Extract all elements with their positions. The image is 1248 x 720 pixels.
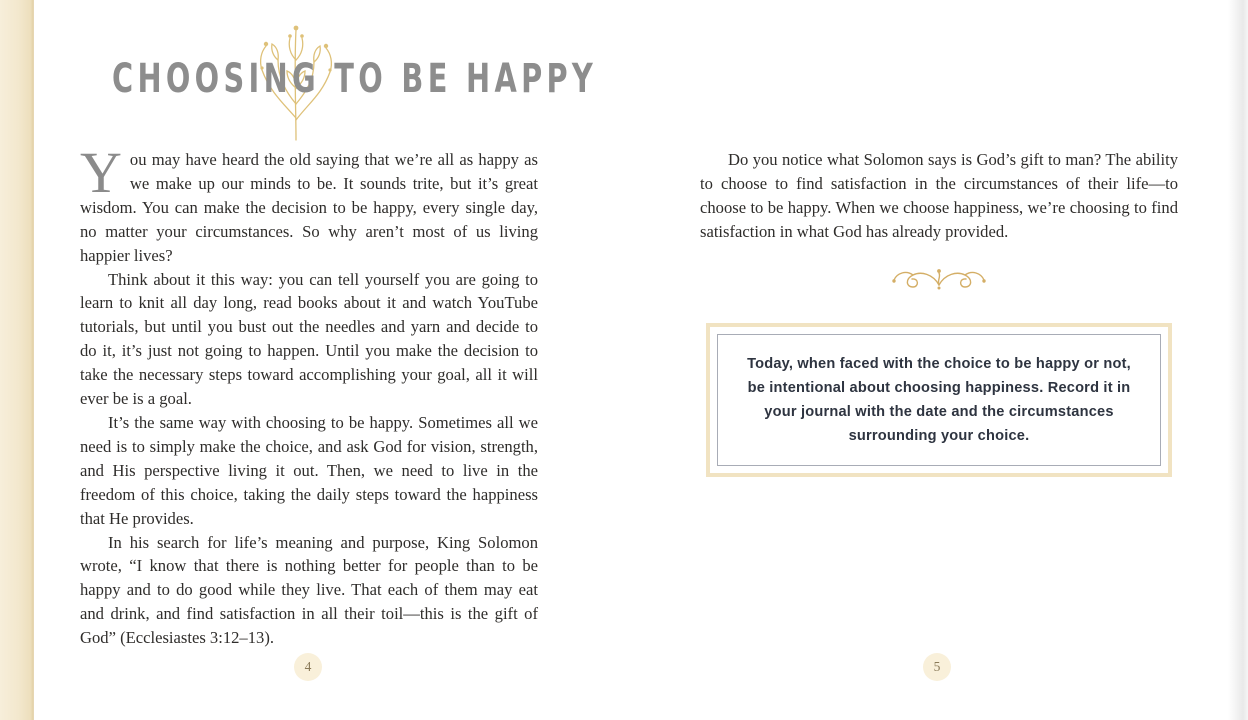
right-page-body <box>700 148 1178 244</box>
page-number: 5 <box>933 659 941 674</box>
body-paragraph: It’s the same way with choosing to be happy. Sometimes all we need is to simply make the choice, and ask God for vision, strength, and His perspective living it out. Then, we need to live in the freedom of this choice, taking the daily steps toward the happiness that He provides. <box>80 412 538 528</box>
chapter-header <box>108 40 598 150</box>
left-page-body <box>80 140 538 650</box>
body-paragraph: In his search for life’s meaning and purpose, King Solomon wrote, “I know that there is nothing better for people than to be happy and to do good while they live. That each of them may eat and drink, and find satisfaction in all their toil—this is the gift of God” (Ecclesiastes 3:12–13). <box>80 532 538 648</box>
body-paragraph <box>80 140 538 268</box>
flourish-ornament-icon <box>700 266 1178 299</box>
page-number-badge-right <box>923 653 951 681</box>
callout-text: Today, when faced with the choice to be happy or not, be intentional about choosing happiness. Record it in your journal with the date and the circumstances surrounding your choice. <box>747 356 1131 444</box>
page-number: 4 <box>304 659 312 674</box>
callout-box-inner <box>717 334 1161 466</box>
page-title: CHOOSING TO BE HAPPY <box>112 56 598 102</box>
callout-box <box>706 323 1172 477</box>
body-paragraph: Think about it this way: you can tell yourself you are going to learn to knit all day long, read books about it and watch YouTube tutorials, but until you bust out the needles and yarn and decide to do it, it’s just not going to happen. Until you make the decision to take the necessary steps toward accomplishing your goal, all it will ever be is a goal. <box>80 269 538 409</box>
body-paragraph: Do you notice what Solomon says is God’s gift to man? The ability to choose to find satisfaction in the circumstances of their life—to choose to be happy. When we choose happiness, we’re choosing to find satisfaction in what God has already provided. <box>700 150 1178 241</box>
page-number-badge-left <box>294 653 322 681</box>
drop-cap: Y <box>80 140 122 205</box>
page-curl-shadow <box>1228 0 1248 720</box>
paragraph-text: ou may have heard the old saying that we’re all as happy as we make up our minds to be. It sounds trite, but it’s great wisdom. You can make the decision to be happy, every single day, no matter your circumstances. So why aren’t most of us living happier lives? <box>80 150 538 265</box>
book-edge-strip <box>0 0 34 720</box>
